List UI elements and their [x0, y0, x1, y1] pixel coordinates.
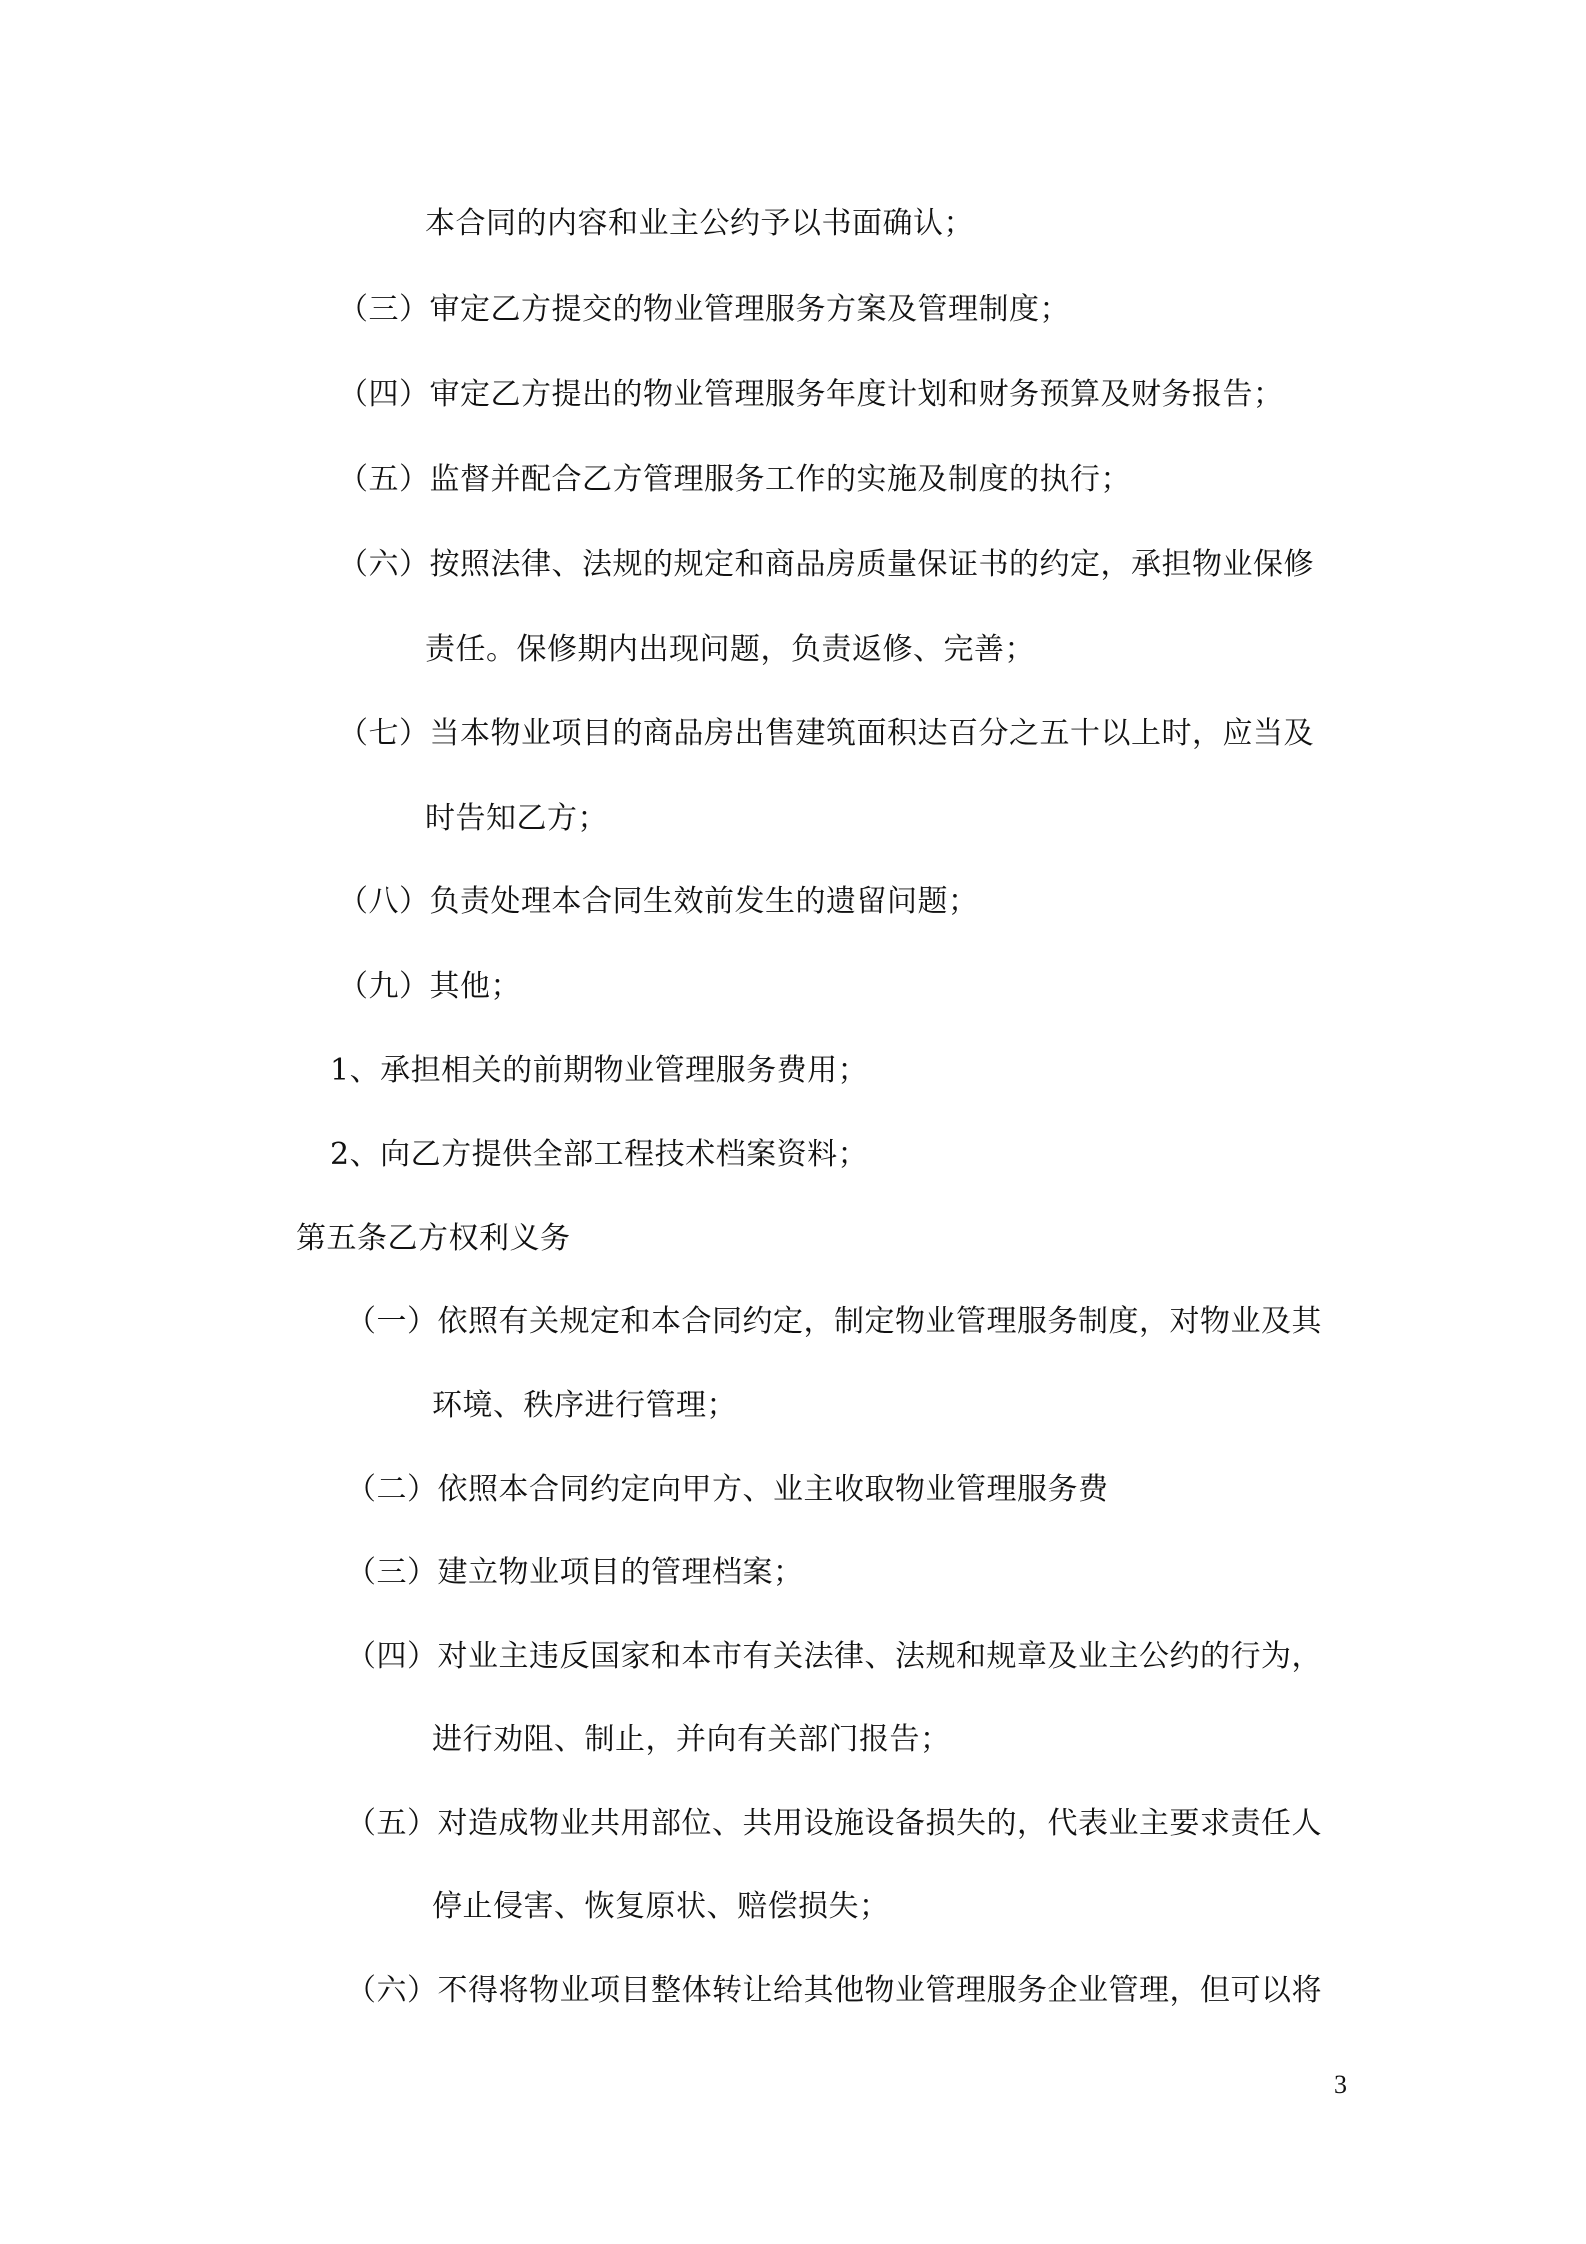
item-marker: 1、 [330, 1053, 381, 1088]
text-line [425, 630, 1035, 670]
text-line [338, 545, 1314, 585]
line-text: 当本物业项目的商品房出售建筑面积达百分之五十以上时，应当及 [429, 716, 1314, 751]
section-heading [296, 1219, 571, 1259]
item-marker: （三） [346, 1555, 438, 1590]
line-text: 建立物业项目的管理档案； [437, 1555, 804, 1590]
section-number: 第五条 [296, 1221, 388, 1256]
item-marker: （八） [338, 884, 430, 919]
item-marker: （九） [338, 969, 430, 1004]
line-text: 依照有关规定和本合同约定，制定物业管理服务制度，对物业及其 [437, 1304, 1322, 1339]
line-text: 审定乙方提交的物业管理服务方案及管理制度； [429, 292, 1070, 327]
text-line [346, 1553, 804, 1593]
line-text: 时告知乙方； [425, 801, 608, 836]
line-text: 停止侵害、恢复原状、赔偿损失； [432, 1889, 890, 1924]
page-number: 3 [1334, 2070, 1347, 2099]
text-line [346, 1971, 1322, 2011]
item-marker: （二） [346, 1472, 438, 1507]
line-text: 进行劝阻、制止，并向有关部门报告； [432, 1722, 951, 1757]
text-line [338, 967, 521, 1007]
text-line [338, 460, 1131, 500]
line-text: 不得将物业项目整体转让给其他物业管理服务企业管理，但可以将 [437, 1973, 1322, 2008]
line-text: 对业主违反国家和本市有关法律、法规和规章及业主公约的行为， [437, 1639, 1322, 1674]
line-text: 依照本合同约定向甲方、业主收取物业管理服务费 [437, 1472, 1109, 1507]
item-marker: （四） [346, 1639, 438, 1674]
text-line [338, 714, 1314, 754]
text-line [432, 1887, 890, 1927]
item-marker: （三） [338, 292, 430, 327]
text-line [346, 1637, 1322, 1677]
item-marker: （五） [346, 1806, 438, 1841]
text-line [346, 1804, 1322, 1844]
item-marker: （六） [346, 1973, 438, 2008]
line-text: 对造成物业共用部位、共用设施设备损失的，代表业主要求责任人 [437, 1806, 1322, 1841]
line-text: 向乙方提供全部工程技术档案资料； [380, 1137, 869, 1172]
item-marker: 2、 [330, 1137, 381, 1172]
text-line [330, 1135, 868, 1175]
line-text: 审定乙方提出的物业管理服务年度计划和财务预算及财务报告； [429, 377, 1284, 412]
section-title: 乙方权利义务 [387, 1221, 571, 1256]
text-line [330, 1051, 868, 1091]
item-marker: （七） [338, 716, 430, 751]
line-text: 按照法律、法规的规定和商品房质量保证书的约定，承担物业保修 [429, 547, 1314, 582]
text-line [425, 799, 608, 839]
item-marker: （六） [338, 547, 430, 582]
line-text: 环境、秩序进行管理； [432, 1388, 737, 1423]
line-text: 责任。保修期内出现问题，负责返修、完善； [425, 632, 1035, 667]
text-line [432, 1386, 737, 1426]
text-line [432, 1720, 951, 1760]
line-text: 承担相关的前期物业管理服务费用； [380, 1053, 869, 1088]
line-text: 其他； [429, 969, 521, 1004]
text-line [338, 882, 979, 922]
line-text: 负责处理本合同生效前发生的遗留问题； [429, 884, 979, 919]
text-line [346, 1470, 1109, 1510]
text-line [425, 204, 974, 244]
item-marker: （一） [346, 1304, 438, 1339]
text-line [338, 375, 1284, 415]
line-text: 本合同的内容和业主公约予以书面确认； [425, 206, 974, 241]
line-text: 监督并配合乙方管理服务工作的实施及制度的执行； [429, 462, 1131, 497]
text-line [346, 1302, 1322, 1342]
text-line [338, 290, 1070, 330]
item-marker: （五） [338, 462, 430, 497]
item-marker: （四） [338, 377, 430, 412]
